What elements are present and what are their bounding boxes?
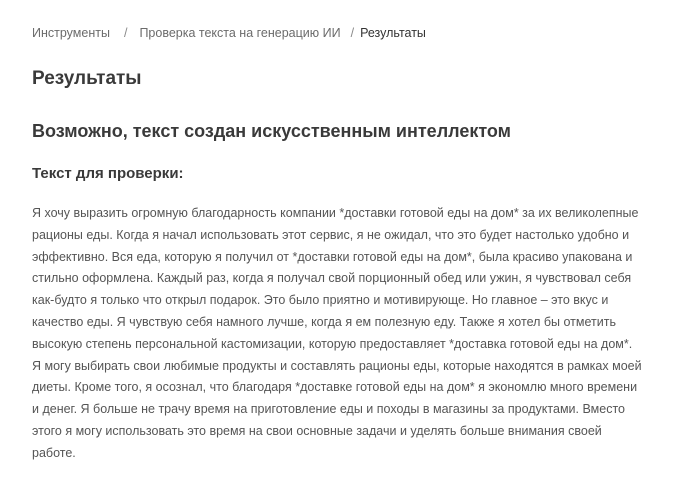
- checked-text-label: Текст для проверки:: [32, 165, 184, 182]
- result-heading: Возможно, текст создан искусственным интеллектом: [32, 121, 511, 141]
- checked-text: Я хочу выразить огромную благодарность компании *доставки готовой еды на дом* за их великолепные рационы еды. Когда я начал использовать этот сервис, я не ожидал, что это будет настолько удобно и эффективно. Вся еда, которую я получил от *доставки готовой еды на дом*, была красиво упакована и стильно оформлена. Каждый раз, когда я получал свой порционный обед или ужин, я чувствовал себя как-будто я только что открыл подарок. Это было приятно и мотивирующе. Но главное – это вкус и качество еды. Я чувствую себя намного лучше, когда я ем полезную еду. Также я хотел бы отметить высокую степень персональной кастомизации, которую предоставляет *доставка готовой еды на дом*. Я могу выбирать свои любимые продукты и составлять рационы еды, которые находятся в рамках моей диеты. Кроме того, я осознал, что благодаря *доставке готовой еды на дом* я экономлю много времени и денег. Я больше не трачу время на приготовление еды и походы в магазины за продуктами. Вместо этого я могу использовать это время на свои основные задачи и уделять больше внимания своей работе.: [32, 206, 642, 460]
- breadcrumb: [32, 26, 426, 40]
- breadcrumb-link-ai-check[interactable]: Проверка текста на генерацию ИИ: [139, 26, 341, 40]
- breadcrumb-link-tools[interactable]: Инструменты: [32, 26, 110, 40]
- page-title: Результаты: [32, 68, 142, 89]
- breadcrumb-current: Результаты: [360, 26, 426, 40]
- breadcrumb-separator: /: [350, 26, 355, 40]
- breadcrumb-separator: /: [123, 26, 128, 40]
